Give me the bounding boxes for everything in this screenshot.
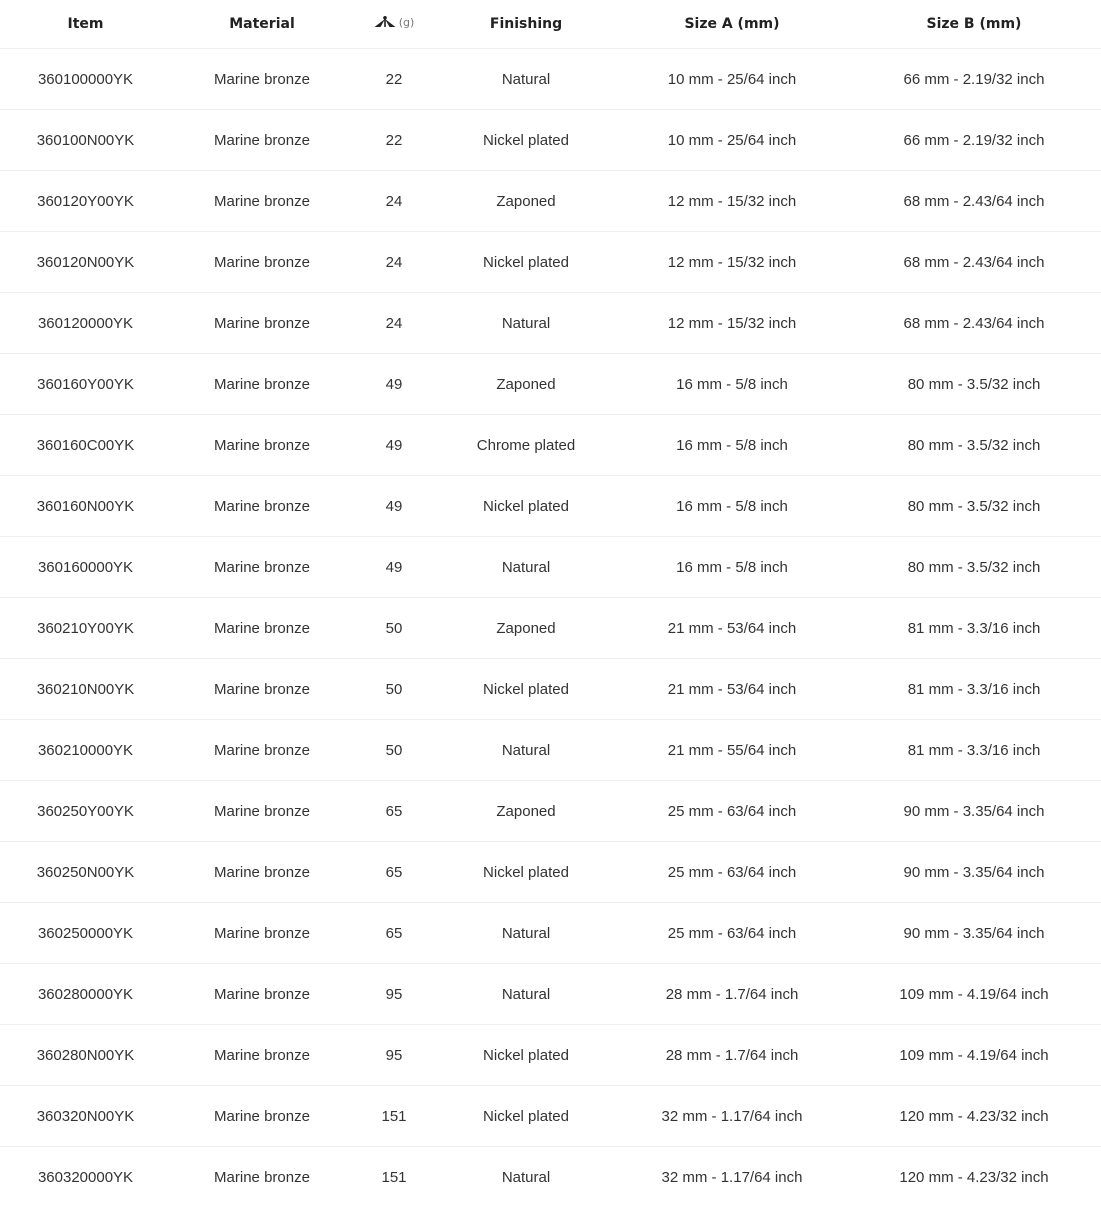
cell-finishing: Natural	[435, 720, 617, 781]
cell-material: Marine bronze	[171, 171, 353, 232]
cell-item: 360250000YK	[0, 903, 171, 964]
cell-item: 360100N00YK	[0, 110, 171, 171]
table-row	[0, 842, 1101, 903]
cell-size-b: 81 mm - 3.3/16 inch	[847, 659, 1101, 720]
cell-item: 360250Y00YK	[0, 781, 171, 842]
cell-weight: 50	[353, 598, 435, 659]
cell-finishing: Nickel plated	[435, 476, 617, 537]
cell-size-b: 66 mm - 2.19/32 inch	[847, 110, 1101, 171]
cell-weight: 95	[353, 1025, 435, 1086]
cell-material: Marine bronze	[171, 1086, 353, 1147]
cell-item: 360210N00YK	[0, 659, 171, 720]
header-row	[0, 0, 1101, 49]
cell-weight: 65	[353, 903, 435, 964]
cell-weight: 22	[353, 49, 435, 110]
cell-item: 360120Y00YK	[0, 171, 171, 232]
cell-weight: 151	[353, 1147, 435, 1207]
cell-finishing: Nickel plated	[435, 659, 617, 720]
cell-size-b: 81 mm - 3.3/16 inch	[847, 720, 1101, 781]
col-header-item: Item	[0, 0, 171, 49]
table-row	[0, 110, 1101, 171]
cell-weight: 49	[353, 415, 435, 476]
cell-finishing: Nickel plated	[435, 110, 617, 171]
cell-material: Marine bronze	[171, 1147, 353, 1207]
cell-size-a: 28 mm - 1.7/64 inch	[617, 1025, 847, 1086]
cell-item: 360250N00YK	[0, 842, 171, 903]
col-header-material: Material	[171, 0, 353, 49]
cell-item: 360160N00YK	[0, 476, 171, 537]
table-row	[0, 1086, 1101, 1147]
cell-size-b: 80 mm - 3.5/32 inch	[847, 354, 1101, 415]
cell-weight: 49	[353, 476, 435, 537]
table-row	[0, 964, 1101, 1025]
cell-size-b: 81 mm - 3.3/16 inch	[847, 598, 1101, 659]
cell-size-b: 66 mm - 2.19/32 inch	[847, 49, 1101, 110]
cell-size-a: 12 mm - 15/32 inch	[617, 171, 847, 232]
cell-item: 360120000YK	[0, 293, 171, 354]
cell-size-b: 68 mm - 2.43/64 inch	[847, 232, 1101, 293]
cell-weight: 24	[353, 232, 435, 293]
col-header-size-b: Size B (mm)	[847, 0, 1101, 49]
cell-size-b: 109 mm - 4.19/64 inch	[847, 964, 1101, 1025]
cell-weight: 24	[353, 171, 435, 232]
cell-size-a: 21 mm - 53/64 inch	[617, 598, 847, 659]
cell-size-a: 12 mm - 15/32 inch	[617, 293, 847, 354]
weight-unit-label: (g)	[399, 16, 415, 29]
cell-weight: 95	[353, 964, 435, 1025]
cell-weight: 49	[353, 537, 435, 598]
cell-finishing: Natural	[435, 293, 617, 354]
cell-size-a: 16 mm - 5/8 inch	[617, 354, 847, 415]
cell-size-a: 21 mm - 55/64 inch	[617, 720, 847, 781]
cell-size-b: 90 mm - 3.35/64 inch	[847, 842, 1101, 903]
weight-scale-icon	[374, 16, 396, 28]
cell-finishing: Nickel plated	[435, 232, 617, 293]
cell-size-b: 80 mm - 3.5/32 inch	[847, 415, 1101, 476]
cell-finishing: Natural	[435, 903, 617, 964]
cell-material: Marine bronze	[171, 903, 353, 964]
cell-size-a: 25 mm - 63/64 inch	[617, 903, 847, 964]
cell-size-a: 28 mm - 1.7/64 inch	[617, 964, 847, 1025]
cell-size-b: 109 mm - 4.19/64 inch	[847, 1025, 1101, 1086]
cell-material: Marine bronze	[171, 537, 353, 598]
weight-header-group	[374, 16, 415, 29]
cell-size-b: 120 mm - 4.23/32 inch	[847, 1086, 1101, 1147]
cell-size-a: 25 mm - 63/64 inch	[617, 781, 847, 842]
table-row	[0, 232, 1101, 293]
cell-material: Marine bronze	[171, 476, 353, 537]
cell-material: Marine bronze	[171, 415, 353, 476]
cell-material: Marine bronze	[171, 598, 353, 659]
cell-item: 360160Y00YK	[0, 354, 171, 415]
cell-size-a: 16 mm - 5/8 inch	[617, 476, 847, 537]
cell-material: Marine bronze	[171, 659, 353, 720]
cell-weight: 65	[353, 781, 435, 842]
col-header-weight	[353, 0, 435, 49]
cell-material: Marine bronze	[171, 964, 353, 1025]
cell-finishing: Natural	[435, 964, 617, 1025]
cell-item: 360160C00YK	[0, 415, 171, 476]
cell-size-a: 10 mm - 25/64 inch	[617, 49, 847, 110]
cell-item: 360320000YK	[0, 1147, 171, 1207]
cell-size-b: 90 mm - 3.35/64 inch	[847, 781, 1101, 842]
cell-size-b: 80 mm - 3.5/32 inch	[847, 537, 1101, 598]
col-header-size-a: Size A (mm)	[617, 0, 847, 49]
table-row	[0, 781, 1101, 842]
cell-finishing: Natural	[435, 49, 617, 110]
cell-weight: 22	[353, 110, 435, 171]
table-row	[0, 1025, 1101, 1086]
cell-finishing: Zaponed	[435, 598, 617, 659]
cell-weight: 49	[353, 354, 435, 415]
cell-finishing: Natural	[435, 537, 617, 598]
cell-size-a: 12 mm - 15/32 inch	[617, 232, 847, 293]
cell-material: Marine bronze	[171, 720, 353, 781]
cell-size-a: 10 mm - 25/64 inch	[617, 110, 847, 171]
cell-item: 360280N00YK	[0, 1025, 171, 1086]
cell-size-b: 68 mm - 2.43/64 inch	[847, 293, 1101, 354]
cell-weight: 65	[353, 842, 435, 903]
cell-material: Marine bronze	[171, 842, 353, 903]
cell-finishing: Zaponed	[435, 354, 617, 415]
cell-size-b: 90 mm - 3.35/64 inch	[847, 903, 1101, 964]
cell-finishing: Nickel plated	[435, 1086, 617, 1147]
table-row	[0, 598, 1101, 659]
cell-item: 360210Y00YK	[0, 598, 171, 659]
cell-item: 360280000YK	[0, 964, 171, 1025]
table-row	[0, 1147, 1101, 1207]
cell-material: Marine bronze	[171, 232, 353, 293]
cell-item: 360210000YK	[0, 720, 171, 781]
cell-size-a: 25 mm - 63/64 inch	[617, 842, 847, 903]
cell-weight: 50	[353, 659, 435, 720]
cell-item: 360160000YK	[0, 537, 171, 598]
cell-material: Marine bronze	[171, 49, 353, 110]
table-row	[0, 171, 1101, 232]
table-body	[0, 49, 1101, 1207]
cell-size-b: 68 mm - 2.43/64 inch	[847, 171, 1101, 232]
cell-size-a: 16 mm - 5/8 inch	[617, 537, 847, 598]
cell-item: 360320N00YK	[0, 1086, 171, 1147]
cell-size-a: 32 mm - 1.17/64 inch	[617, 1147, 847, 1207]
table-row	[0, 720, 1101, 781]
cell-finishing: Chrome plated	[435, 415, 617, 476]
cell-size-b: 80 mm - 3.5/32 inch	[847, 476, 1101, 537]
table-row	[0, 476, 1101, 537]
cell-finishing: Zaponed	[435, 781, 617, 842]
table-row	[0, 415, 1101, 476]
cell-size-a: 32 mm - 1.17/64 inch	[617, 1086, 847, 1147]
table-row	[0, 659, 1101, 720]
col-header-finishing: Finishing	[435, 0, 617, 49]
table-row	[0, 354, 1101, 415]
table-row	[0, 903, 1101, 964]
cell-material: Marine bronze	[171, 781, 353, 842]
cell-item: 360100000YK	[0, 49, 171, 110]
cell-material: Marine bronze	[171, 110, 353, 171]
cell-material: Marine bronze	[171, 293, 353, 354]
cell-finishing: Nickel plated	[435, 842, 617, 903]
cell-finishing: Nickel plated	[435, 1025, 617, 1086]
cell-size-a: 16 mm - 5/8 inch	[617, 415, 847, 476]
cell-weight: 50	[353, 720, 435, 781]
table-row	[0, 49, 1101, 110]
cell-finishing: Natural	[435, 1147, 617, 1207]
cell-weight: 151	[353, 1086, 435, 1147]
table-row	[0, 293, 1101, 354]
cell-size-a: 21 mm - 53/64 inch	[617, 659, 847, 720]
cell-finishing: Zaponed	[435, 171, 617, 232]
table-row	[0, 537, 1101, 598]
cell-material: Marine bronze	[171, 1025, 353, 1086]
cell-weight: 24	[353, 293, 435, 354]
cell-size-b: 120 mm - 4.23/32 inch	[847, 1147, 1101, 1207]
table-header	[0, 0, 1101, 49]
cell-item: 360120N00YK	[0, 232, 171, 293]
cell-material: Marine bronze	[171, 354, 353, 415]
